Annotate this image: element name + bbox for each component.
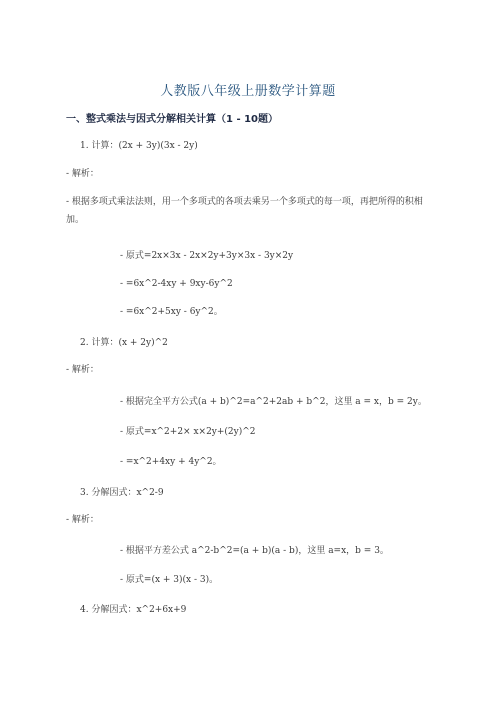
analysis-text-1: - 根据多项式乘法法则，用一个多项式的各项去乘另一个多项式的每一项，再把所得的积相加。 [66, 197, 423, 225]
step-2-1: - 根据完全平方公式(a + b)^2=a^2+2ab + b^2，这里 a = x，b = 2y。 [120, 397, 427, 407]
step-3-1: - 根据平方差公式 a^2-b^2=(a + b)(a - b)，这里 a=x，b = 3。 [120, 546, 389, 556]
question-3: 3. 分解因式：x^2-9 [80, 488, 164, 498]
step-1-3: - =6x^2+5xy - 6y^2。 [120, 307, 223, 317]
question-1: 1. 计算：(2x + 3y)(3x - 2y) [80, 141, 198, 151]
step-3-2: - 原式=(x + 3)(x - 3)。 [120, 575, 219, 585]
step-2-3: - =x^2+4xy + 4y^2。 [120, 457, 222, 467]
step-1-2: - =6x^2-4xy + 9xy-6y^2 [120, 279, 233, 289]
document-title: 人教版八年级上册数学计算题 [160, 84, 336, 99]
question-4: 4. 分解因式：x^2+6x+9 [80, 605, 187, 615]
analysis-label-1: - 解析： [66, 169, 99, 179]
question-2: 2. 计算：(x + 2y)^2 [80, 338, 168, 348]
step-2-2: - 原式=x^2+2× x×2y+(2y)^2 [120, 427, 256, 437]
step-1-1: - 原式=2x×3x - 2x×2y+3y×3x - 3y×2y [120, 251, 294, 261]
analysis-label-3: - 解析： [66, 515, 99, 525]
analysis-label-2: - 解析： [66, 365, 99, 375]
section-heading: 一、整式乘法与因式分解相关计算（1 - 10题） [66, 114, 278, 125]
